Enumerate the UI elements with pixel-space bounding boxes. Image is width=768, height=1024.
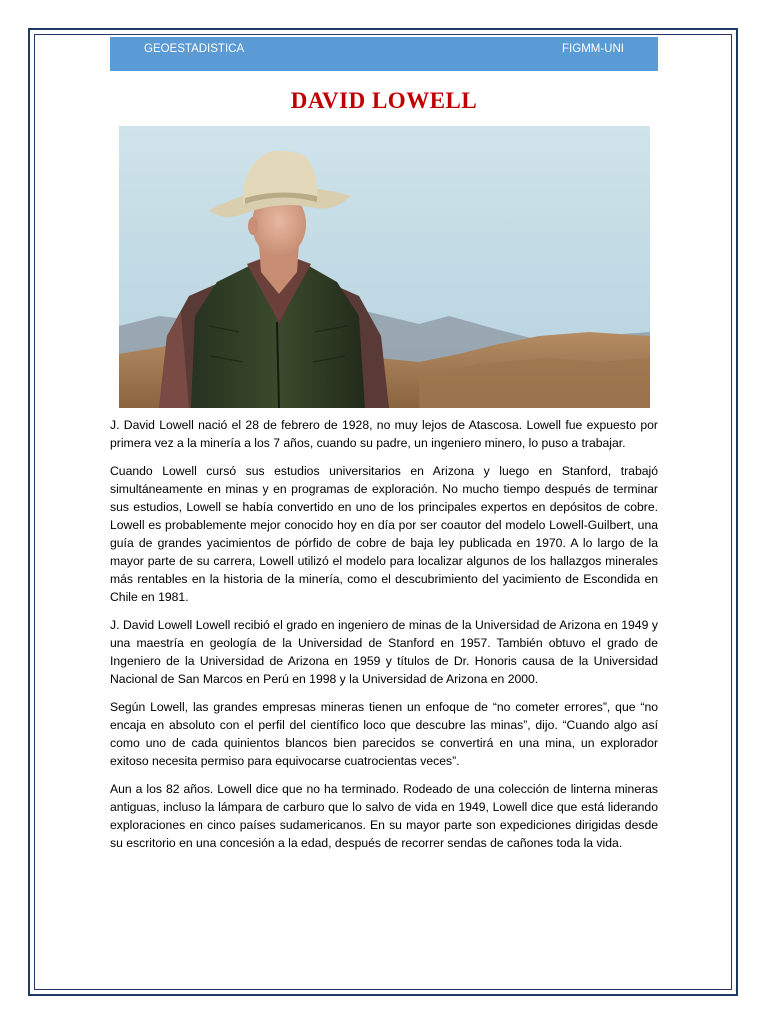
paragraph-1: J. David Lowell nació el 28 de febrero de 1928, no muy lejos de Atascosa. Lowell fue expuesto por primera vez a la minería a los 7 años, cuando su padre, un ingeniero minero, lo puso a trabajar. — [110, 418, 658, 450]
header-left-text: GEOESTADISTICA — [144, 43, 245, 55]
portrait-photo — [119, 126, 650, 408]
paragraph-2: Cuando Lowell cursó sus estudios universitarios en Arizona y luego en Stanford, trabajó simultáneamente en minas y en programas de exploración. No mucho tiempo después de terminar sus estudios, Lowell se había convertido en uno de los principales expertos en depósitos de cobre. Lowell es probablemente mejor conocido hoy en día por ser coautor del modelo Lowell-Guilbert, una guía de grandes yacimientos de pórfido de cobre de baja ley publicada en 1970. A lo largo de la mayor parte de su carrera, Lowell utilizó el modelo para localizar algunos de los hallazgos minerales más rentables en la historia de la minería, como el descubrimiento del yacimiento de Escondida en Chile en 1981. — [110, 464, 658, 604]
biography-body — [110, 416, 658, 862]
paragraph-3: J. David Lowell Lowell recibió el grado en ingeniero de minas de la Universidad de Arizona en 1949 y una maestría en geología de la Universidad de Stanford en 1957. También obtuvo el grado de Ingeniero de la Universidad de Arizona en 1959 y títulos de Dr. Honoris causa de la Universidad Nacional de San Marcos en Perú en 1998 y la Universidad de Arizona en 2000. — [110, 618, 658, 686]
paragraph-5: Aun a los 82 años. Lowell dice que no ha terminado. Rodeado de una colección de linterna mineras antiguas, incluso la lámpara de carburo que lo salvo de vida en 1949, Lowell dice que está liderando exploraciones en cinco países sudamericanos. En su mayor parte son expediciones dirigidas desde su escritorio en una concesión a la edad, después de recorrer sendas de cañones toda la vida. — [110, 782, 658, 850]
document-title: DAVID LOWELL — [290, 88, 478, 113]
paragraph-4: Según Lowell, las grandes empresas mineras tienen un enfoque de “no cometer errores”, que “no encaja en absoluto con el perfil del científico loco que descubre las minas”, dijo. “Cuando algo así como uno de cada quinientos blancos bien parecidos se convertirá en una mina, un explorador exitoso necesita permiso para equivocarse cuatrocientas veces”. — [110, 700, 658, 768]
header-right-text: FIGMM-UNI — [562, 43, 624, 55]
header-band — [110, 37, 658, 71]
